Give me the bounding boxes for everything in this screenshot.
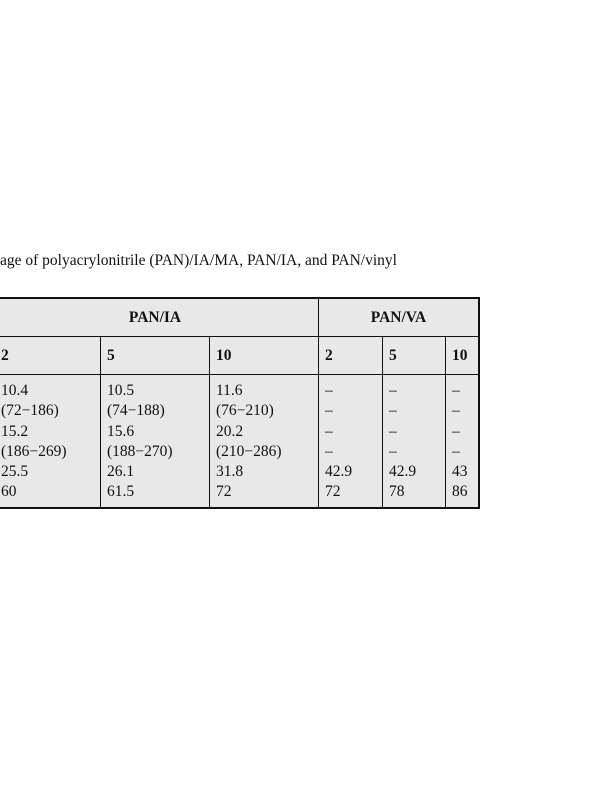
table-cell: – bbox=[389, 382, 397, 399]
column-header: 10 bbox=[210, 337, 319, 375]
table-column-cell bbox=[383, 375, 446, 508]
table-cell: – bbox=[452, 382, 460, 399]
table-cell: – bbox=[452, 402, 460, 420]
table-cell: 72 bbox=[216, 483, 232, 501]
table-column-cell bbox=[210, 375, 319, 508]
column-header: 2 bbox=[319, 337, 383, 375]
data-table bbox=[0, 297, 480, 509]
table-cell: 61.5 bbox=[107, 483, 135, 501]
table-cell: 60 bbox=[1, 483, 17, 501]
table-cell: 26.1 bbox=[107, 463, 135, 481]
table-cell: 78 bbox=[389, 483, 405, 501]
table-cell: 86 bbox=[452, 483, 468, 501]
table-cell: 15.2 bbox=[1, 422, 29, 440]
table-cell: 20.2 bbox=[216, 422, 244, 440]
table-cell: – bbox=[325, 402, 333, 420]
table-cell: 25.5 bbox=[1, 463, 29, 481]
column-header: 10 bbox=[446, 337, 480, 375]
table-column-cell bbox=[319, 375, 383, 508]
table-cell: (74−188) bbox=[107, 402, 165, 420]
table-cell: 10.4 bbox=[1, 382, 29, 399]
table-cell: – bbox=[389, 422, 397, 440]
table-cell: 43 bbox=[452, 463, 468, 481]
table-caption: age of polyacrylonitrile (PAN)/IA/MA, PAN/IA, and PAN/vinyl bbox=[0, 252, 397, 269]
table-cell: 15.6 bbox=[107, 422, 135, 440]
table-cell: (76−210) bbox=[216, 402, 274, 420]
table-cell: (186−269) bbox=[1, 442, 67, 460]
table-cell: – bbox=[389, 402, 397, 420]
group-header-row bbox=[0, 298, 479, 337]
table-column-cell bbox=[446, 375, 480, 508]
table-body-row bbox=[0, 375, 479, 508]
table-cell: – bbox=[452, 442, 460, 460]
table-cell: – bbox=[325, 422, 333, 440]
table-cell: 42.9 bbox=[325, 463, 353, 481]
group-header-pan-ia: PAN/IA bbox=[0, 298, 319, 337]
column-header: 5 bbox=[383, 337, 446, 375]
table-cell: 31.8 bbox=[216, 463, 244, 481]
table-cell: (188−270) bbox=[107, 442, 173, 460]
table-column-cell bbox=[101, 375, 210, 508]
table-cell: 10.5 bbox=[107, 382, 135, 399]
table-cell: (210−286) bbox=[216, 442, 282, 460]
table-cell: – bbox=[325, 382, 333, 399]
table-cell: – bbox=[452, 422, 460, 440]
table-cell: (72−186) bbox=[1, 402, 59, 420]
column-header: 5 bbox=[101, 337, 210, 375]
table-cell: 42.9 bbox=[389, 463, 417, 481]
column-header-row bbox=[0, 337, 479, 375]
table-column-cell bbox=[0, 375, 101, 508]
table-cell: 11.6 bbox=[216, 382, 243, 399]
group-header-pan-va: PAN/VA bbox=[319, 298, 480, 337]
table-cell: – bbox=[325, 442, 333, 460]
table-cell: – bbox=[389, 442, 397, 460]
table-cell: 72 bbox=[325, 483, 341, 501]
column-header: 2 bbox=[0, 337, 101, 375]
